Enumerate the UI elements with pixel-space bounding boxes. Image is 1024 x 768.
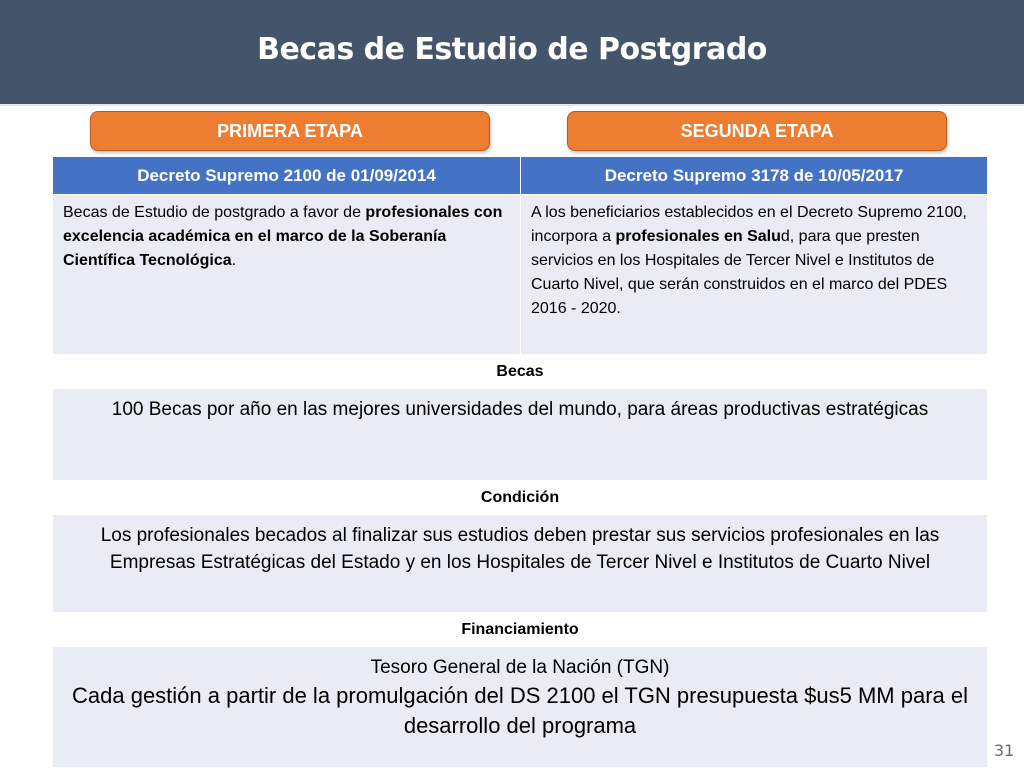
decree-description-row [53,195,988,355]
decree-3178-header: Decreto Supremo 3178 de 10/05/2017 [521,157,988,195]
financiamiento-detail: Cada gestión a partir de la promulgación del DS 2100 el TGN presupuesta $us5 MM para el desarrollo del programa [72,683,968,738]
decree-2100-header: Decreto Supremo 2100 de 01/09/2014 [53,157,521,195]
stage-segunda-etapa: SEGUNDA ETAPA [567,111,947,151]
desc-bold-text: profesionales con excelencia académica en el marco de la Soberanía Científica Tecnológica [63,204,503,269]
desc-bold-text: profesionales en Salu [615,228,781,245]
decree-header-row [53,157,988,195]
decree-2100-description [53,195,521,355]
becas-text: 100 Becas por año en las mejores universidades del mundo, para áreas productivas estratégicas [111,399,929,420]
stage-primera-etapa: PRIMERA ETAPA [90,111,490,151]
financiamiento-source: Tesoro General de la Nación (TGN) [370,657,670,678]
becas-cell [53,389,988,481]
condicion-section-body [53,515,988,613]
financiamiento-section-header [53,613,988,647]
decree-3178-description [521,195,988,355]
becas-table [52,156,988,768]
financiamiento-section-body [53,647,988,768]
condicion-label: Condición [53,481,988,515]
condicion-text: Los profesionales becados al finalizar sus estudios deben prestar sus servicios profesionales en las Empresas Estratégicas del Estado y en los Hospitales de Tercer Nivel e Institutos de Cuarto Nivel [100,525,940,573]
condicion-section-header [53,481,988,515]
condicion-cell [53,515,988,613]
slide-title: Becas de Estudio de Postgrado [257,32,767,67]
page-number: 31 [994,741,1015,760]
desc-text: Becas de Estudio de postgrado a favor de [63,204,366,221]
desc-text: A los beneficiarios establecidos en el Decreto Supremo 2100, incorpora a [531,204,967,245]
financiamiento-cell [53,647,988,768]
desc-text: d, para que presten servicios en los Hospitales de Tercer Nivel e Institutos de Cuarto Nivel, que serán construidos en el marco del PDES 2016 - 2020. [531,228,948,317]
desc-text: . [231,252,237,269]
becas-section-body [53,389,988,481]
financiamiento-label: Financiamiento [53,613,988,647]
becas-label: Becas [53,355,988,389]
becas-section-header [53,355,988,389]
title-bar [0,0,1024,106]
